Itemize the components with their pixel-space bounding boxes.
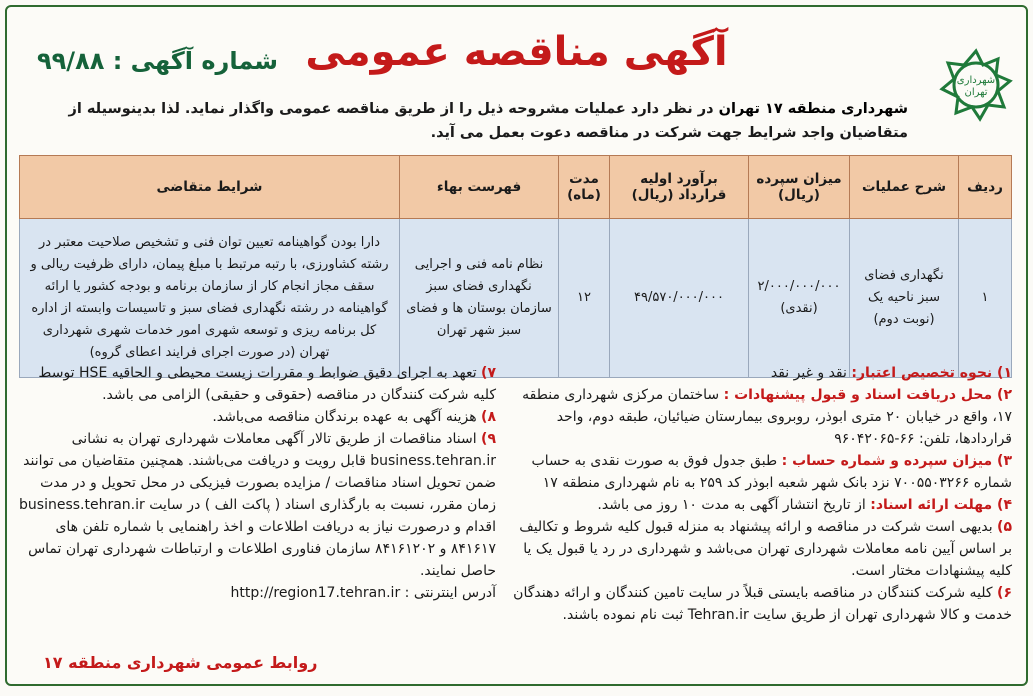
col-header-conditions: شرایط متقاضی xyxy=(20,156,400,219)
cell-deposit: ۲/۰۰۰/۰۰۰/۰۰۰ (نقدی) xyxy=(749,219,850,378)
item-text: ساختمان مرکزی شهرداری منطقه ۱۷، واقع در خیابان ۲۰ متری ابوذر، روبروی بیمارستان ضیائیان، طبقه دوم، واحد قراردادها، تلفن: ۶۶-۹۶۰۴۲۰۶۵ xyxy=(522,387,1012,447)
item-text: تعهد به اجرای دقیق ضوابط و مقررات زیست محیطی و الحاقیه HSE توسط کلیه شرکت کنندگان در مناقصه (حقوقی و حقیقی) الزامی می باشد. xyxy=(38,365,496,403)
intro-text: در نظر دارد عملیات مشروحه ذیل را از طریق مناقصه عمومی واگذار نماید. لذا بدینوسیله از متقاضیان واجد شرایط جهت شرکت در مناقصه دعوت بعمل می آید. xyxy=(68,101,908,141)
items-right-column xyxy=(506,362,1012,626)
item-text: هزینه آگهی به عهده برندگان مناقصه می‌باشد. xyxy=(212,409,482,425)
item-label: ۹) xyxy=(481,431,496,447)
col-header-estimate: برآورد اولیه قرارداد (ریال) xyxy=(610,156,749,219)
list-item xyxy=(506,384,1012,450)
cell-duration: ۱۲ xyxy=(559,219,610,378)
list-item xyxy=(14,428,496,582)
item-text: کلیه شرکت کنندگان در مناقصه بایستی قبلاً در سایت تامین کنندگان و ارائه دهندگان خدمت و کالا شهرداری تهران از طریق سایت Tehran.ir ثبت نام نموده باشند. xyxy=(513,585,1012,623)
list-item xyxy=(506,362,1012,384)
table-header-row xyxy=(20,156,1012,219)
item-label: ۷) xyxy=(481,365,496,381)
intro-paragraph xyxy=(25,97,908,145)
list-item xyxy=(14,362,496,406)
cell-index: ۱ xyxy=(959,219,1012,378)
cell-description: نگهداری فضای سبز ناحیه یک (نوبت دوم) xyxy=(850,219,959,378)
list-item xyxy=(506,582,1012,626)
address-line xyxy=(14,582,496,604)
col-header-price-list: فهرست بهاء xyxy=(400,156,559,219)
col-header-duration: مدت (ماه) xyxy=(559,156,610,219)
list-item xyxy=(506,516,1012,582)
item-text: از تاریخ انتشار آگهی به مدت ۱۰ روز می باشد. xyxy=(597,497,871,513)
address-label: آدرس اینترنتی : xyxy=(404,585,496,601)
table-row xyxy=(20,219,1012,378)
cell-price-list: نظام نامه فنی و اجرایی نگهداری فضای سبز سازمان بوستان ها و فضای سبز شهر تهران xyxy=(400,219,559,378)
col-header-deposit: میزان سپرده (ریال) xyxy=(749,156,850,219)
svg-text:شهرداری: شهرداری xyxy=(956,75,996,86)
col-header-description: شرح عملیات xyxy=(850,156,959,219)
list-item xyxy=(506,494,1012,516)
list-item xyxy=(506,450,1012,494)
item-label: ۶) xyxy=(997,585,1012,601)
cell-conditions: دارا بودن گواهینامه تعیین توان فنی و تشخیص صلاحیت معتبر در رشته کشاورزی، با رتبه مرتبط با مبلغ پیمان، دارای ظرفیت ریالی و سقف مجاز انجام کار از سازمان برنامه و بودجه کشور یا ارائه گواهینامه در رشته نگهداری فضای سبز و تاسیسات وابسته از اداره کل برنامه ریزی و توسعه شهری امور خدمات شهری شهرداری تهران (در صورت اجرای فرایند اعطای گروه) xyxy=(20,219,400,378)
tender-ad xyxy=(5,5,1028,686)
list-item xyxy=(14,406,496,428)
intro-org: شهرداری منطقه ۱۷ تهران xyxy=(718,101,908,117)
item-label: ۴) مهلت ارائه اسناد: xyxy=(870,497,1012,513)
item-label: ۵) xyxy=(997,519,1012,535)
svg-text:تهران: تهران xyxy=(964,87,988,98)
footer-signature: روابط عمومی شهرداری منطقه ۱۷ xyxy=(43,653,318,672)
operations-table xyxy=(19,155,1012,378)
item-label: ۱) نحوه تخصیص اعتبار: xyxy=(851,365,1012,381)
ad-number: شماره آگهی : ۹۹/۸۸ xyxy=(37,47,279,75)
address-link[interactable]: http://region17.tehran.ir xyxy=(230,585,401,601)
page-title: آگهی مناقصه عمومی xyxy=(305,29,728,75)
items-left-column xyxy=(14,362,496,604)
item-label: ۸) xyxy=(481,409,496,425)
cell-estimate: ۴۹/۵۷۰/۰۰۰/۰۰۰ xyxy=(610,219,749,378)
item-label: ۳) میزان سپرده و شماره حساب : xyxy=(781,453,1012,469)
item-text: اسناد مناقصات از طریق تالار آگهی معاملات شهرداری تهران به نشانی business.tehran.ir قابل رویت و دریافت می‌باشند. همچنین متقاضیان می توانند ضمن تحویل اسناد مناقصات / مزایده بصورت فیزیکی در محل تحویل و در مدت زمان مقرر، نسبت به بارگذاری اسناد ( پاکت الف ) در سایت business.tehran.ir اقدام و درصورت نیاز به دریافت اطلاعات و اخذ راهنمایی با شماره تلفن های ۸۴۱۶۱۷ و ۸۴۱۶۱۲۰۲ سازمان فناوری اطلاعات و ارتباطات شهرداری تهران تماس حاصل نمایند. xyxy=(19,431,496,579)
item-text: طبق جدول فوق به صورت نقدی به حساب شماره ۷۰۰۵۵۰۳۲۶۶ نزد بانک شهر شعبه ابوذر کد ۲۵۹ به نام شهرداری منطقه ۱۷ xyxy=(531,453,1012,491)
item-text: نقد و غیر نقد xyxy=(770,365,852,381)
item-label: ۲) محل دریافت اسناد و قبول پیشنهادات : xyxy=(723,387,1012,403)
item-text: بدیهی است شرکت در مناقصه و ارائه پیشنهاد به منزله قبول کلیه شروط و تکالیف بر اساس آیین نامه معاملات شهرداری تهران می‌باشد و شهرداری در رد یا قبول یک یا کلیه پیشنهادات مختار است. xyxy=(519,519,1012,579)
col-header-index: ردیف xyxy=(959,156,1012,219)
